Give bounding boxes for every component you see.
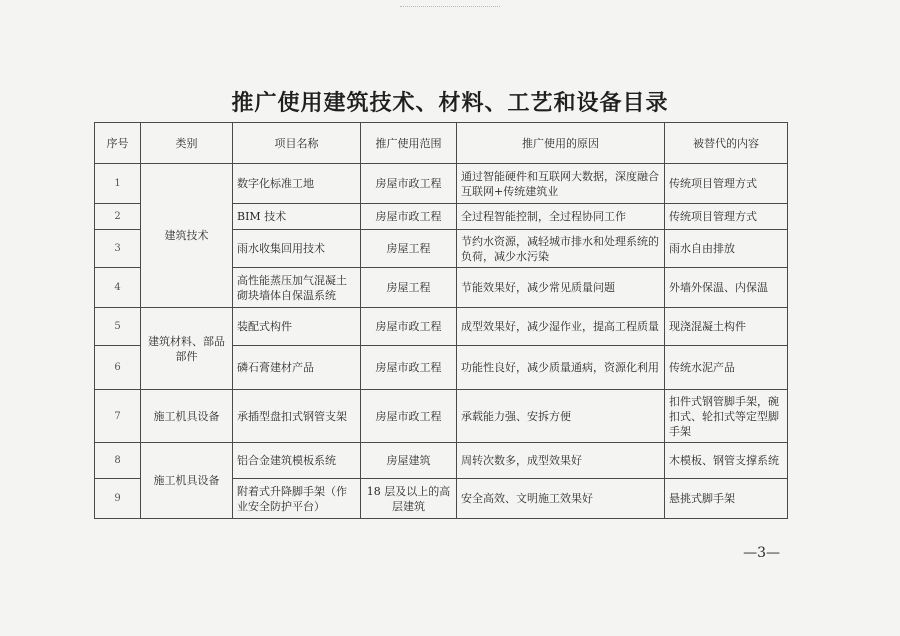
scope-cell: 房屋市政工程 <box>361 308 457 346</box>
project-name: BIM 技术 <box>233 204 361 230</box>
table-row <box>95 308 788 346</box>
reason-cell: 全过程智能控制，全过程协同工作 <box>457 204 665 230</box>
project-name: 数字化标准工地 <box>233 164 361 204</box>
replaced-cell: 外墙外保温、内保温 <box>665 268 788 308</box>
scan-artifact <box>400 6 500 10</box>
scope-cell: 房屋工程 <box>361 268 457 308</box>
reason-cell: 成型效果好，减少湿作业，提高工程质量 <box>457 308 665 346</box>
page-title: 推广使用建筑技术、材料、工艺和设备目录 <box>231 90 669 116</box>
project-name: 磷石膏建材产品 <box>233 346 361 390</box>
column-header-name: 项目名称 <box>233 123 361 164</box>
scope-cell: 房屋市政工程 <box>361 390 457 443</box>
column-header-category: 类别 <box>141 123 233 164</box>
project-name: 附着式升降脚手架（作业安全防护平台） <box>233 479 361 519</box>
row-number: 3 <box>95 230 141 268</box>
scope-cell: 房屋工程 <box>361 230 457 268</box>
project-name: 高性能蒸压加气混凝土砌块墙体自保温系统 <box>233 268 361 308</box>
reason-cell: 功能性良好，减少质量通病，资源化利用 <box>457 346 665 390</box>
reason-cell: 节能效果好，减少常见质量问题 <box>457 268 665 308</box>
replaced-cell: 传统水泥产品 <box>665 346 788 390</box>
table-row <box>95 443 788 479</box>
category-cell: 施工机具设备 <box>141 443 233 519</box>
row-number: 7 <box>95 390 141 443</box>
row-number: 1 <box>95 164 141 204</box>
reason-cell: 通过智能硬件和互联网大数据，深度融合互联网+传统建筑业 <box>457 164 665 204</box>
reason-cell: 安全高效、文明施工效果好 <box>457 479 665 519</box>
project-name: 铝合金建筑模板系统 <box>233 443 361 479</box>
replaced-cell: 传统项目管理方式 <box>665 204 788 230</box>
column-header-reason: 推广使用的原因 <box>457 123 665 164</box>
table-row <box>95 164 788 204</box>
row-number: 2 <box>95 204 141 230</box>
project-name: 装配式构件 <box>233 308 361 346</box>
page-number: —3— <box>743 545 780 561</box>
row-number: 5 <box>95 308 141 346</box>
category-cell: 建筑材料、部品部件 <box>141 308 233 390</box>
scope-cell: 房屋市政工程 <box>361 204 457 230</box>
column-header-replaced: 被替代的内容 <box>665 123 788 164</box>
replaced-cell: 雨水自由排放 <box>665 230 788 268</box>
replaced-cell: 传统项目管理方式 <box>665 164 788 204</box>
replaced-cell: 悬挑式脚手架 <box>665 479 788 519</box>
column-header-scope: 推广使用范围 <box>361 123 457 164</box>
row-number: 4 <box>95 268 141 308</box>
scope-cell: 房屋市政工程 <box>361 346 457 390</box>
row-number: 6 <box>95 346 141 390</box>
catalog-table <box>94 122 788 519</box>
replaced-cell: 扣件式钢管脚手架，碗扣式、轮扣式等定型脚手架 <box>665 390 788 443</box>
scope-cell: 18 层及以上的高层建筑 <box>361 479 457 519</box>
reason-cell: 周转次数多，成型效果好 <box>457 443 665 479</box>
scope-cell: 房屋建筑 <box>361 443 457 479</box>
replaced-cell: 木模板、钢管支撑系统 <box>665 443 788 479</box>
row-number: 9 <box>95 479 141 519</box>
replaced-cell: 现浇混凝土构件 <box>665 308 788 346</box>
category-cell: 施工机具设备 <box>141 390 233 443</box>
table-header-row <box>95 123 788 164</box>
reason-cell: 承载能力强、安拆方便 <box>457 390 665 443</box>
row-number: 8 <box>95 443 141 479</box>
project-name: 雨水收集回用技术 <box>233 230 361 268</box>
table-row <box>95 390 788 443</box>
project-name: 承插型盘扣式钢管支架 <box>233 390 361 443</box>
category-cell: 建筑技术 <box>141 164 233 308</box>
reason-cell: 节约水资源，减轻城市排水和处理系统的负荷，减少水污染 <box>457 230 665 268</box>
scope-cell: 房屋市政工程 <box>361 164 457 204</box>
column-header-no: 序号 <box>95 123 141 164</box>
